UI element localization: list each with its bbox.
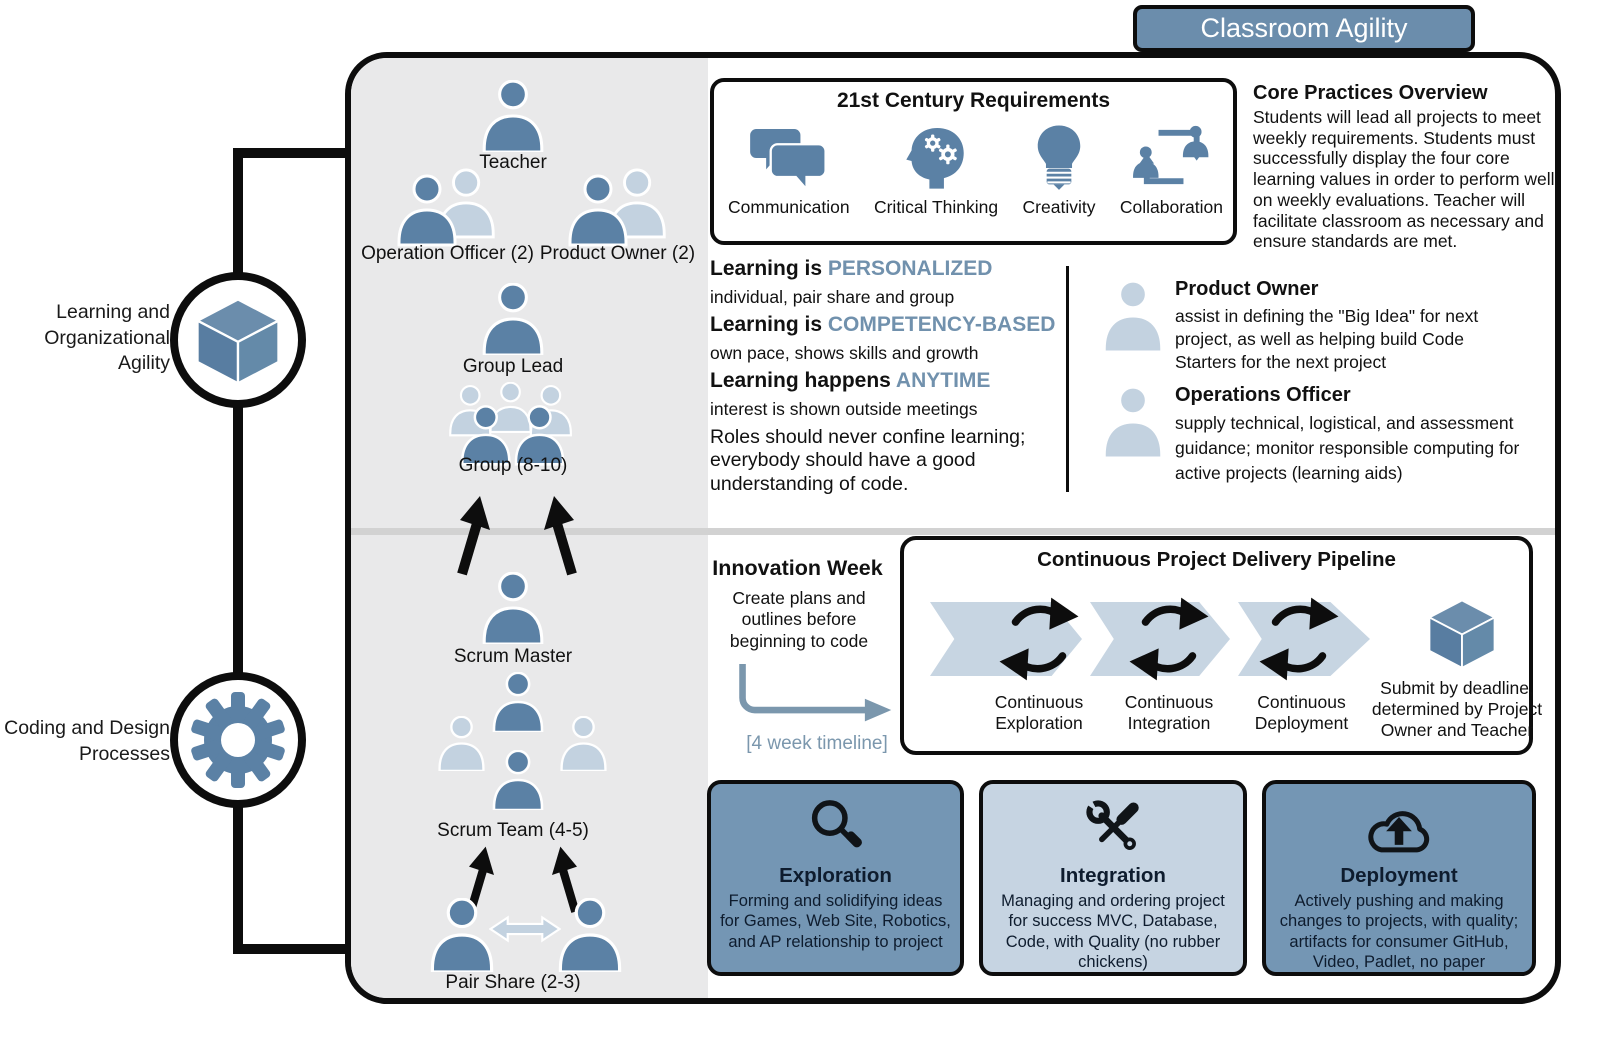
integration-card — [979, 780, 1247, 976]
pipeline-box — [900, 536, 1543, 755]
agility-side-label: Learning and Organizational Agility — [44, 301, 170, 375]
innovation-week-title: Innovation Week — [712, 556, 883, 580]
role-desc: assist in defining the "Big Idea" for next project, as well as helping build Code Starters for the next project — [1175, 306, 1479, 372]
learning-point-heading: Learning happens ANYTIME — [710, 369, 991, 392]
exchange-arrow-icon — [489, 914, 561, 944]
up-arrow-icon — [542, 494, 582, 578]
coding-gear-badge — [170, 672, 306, 808]
learning-point-detail: individual, pair share and group — [710, 287, 955, 307]
group-lead-label: Group Lead — [462, 356, 564, 377]
innovation-week-desc: Create plans and outlines before beginning to code — [729, 588, 869, 651]
product-owner-role-icon — [1102, 280, 1164, 352]
agility-cube-badge — [170, 272, 306, 408]
teacher-person-icon — [482, 80, 544, 152]
role-title: Product Owner — [1175, 278, 1319, 300]
role-title: Operations Officer — [1175, 384, 1351, 406]
operation-officer-label: Operation Officer (2) — [361, 243, 534, 264]
requirements-box — [710, 78, 1237, 245]
requirement-label: Communication — [728, 197, 850, 217]
requirement-critical-thinking — [874, 124, 998, 218]
teacher-label: Teacher — [479, 152, 547, 173]
learning-point-heading: Learning is PERSONALIZED — [710, 257, 993, 280]
scrum-master-label: Scrum Master — [453, 646, 573, 667]
page-title: Classroom Agility — [1200, 13, 1408, 43]
scrum-team-label: Scrum Team (4-5) — [437, 820, 589, 841]
scrum-team-person-icon — [492, 750, 544, 810]
scrum-team-person-icon — [560, 716, 607, 771]
pipeline-stage-label: Continuous Exploration — [994, 692, 1084, 733]
horizontal-divider — [351, 528, 1555, 535]
card-desc: Actively pushing and making changes to projects, with quality; artifacts for consumer GitHub, Video, Padlet, no paper — [1279, 892, 1519, 972]
card-title: Deployment — [1340, 864, 1458, 887]
pipeline-submit-note: Submit by deadline, determined by Project Owner and Teacher — [1371, 678, 1543, 740]
bracket-top-connector — [233, 148, 345, 158]
requirements-title: 21st Century Requirements — [836, 89, 1111, 112]
up-arrow-icon — [452, 494, 492, 578]
gear-icon — [188, 690, 288, 790]
title-banner — [1133, 5, 1475, 52]
pair-share-person-icon — [558, 898, 622, 972]
timeline-label: [4 week timeline] — [746, 733, 888, 754]
group-label: Group (8-10) — [458, 455, 568, 476]
learning-point-heading: Learning is COMPETENCY-BASED — [710, 313, 1056, 336]
tools-icon — [1082, 796, 1144, 858]
scrum-master-person-icon — [482, 572, 544, 644]
bracket-vertical-line — [233, 148, 243, 954]
bracket-bottom-connector — [233, 944, 345, 954]
product-owner-label: Product Owner (2) — [539, 243, 696, 264]
cloud-upload-icon — [1359, 797, 1439, 857]
requirement-label: Critical Thinking — [873, 197, 999, 217]
deployment-card — [1262, 780, 1536, 976]
learning-point-detail: own pace, shows skills and growth — [710, 343, 979, 363]
pipeline-stage-label: Continuous Deployment — [1254, 692, 1349, 733]
speech-bubbles-icon — [746, 126, 832, 190]
group-lead-person-icon — [482, 283, 544, 355]
requirement-label: Collaboration — [1119, 197, 1223, 217]
cube-icon — [192, 294, 284, 386]
pipeline-stage-label: Continuous Integration — [1124, 692, 1214, 733]
card-desc: Forming and solidifying ideas for Games, Web Site, Robotics, and AP relationship to project — [720, 892, 951, 951]
submit-cube-icon — [1425, 596, 1499, 670]
pipeline-title: Continuous Project Delivery Pipeline — [1037, 548, 1396, 571]
coding-side-label: Coding and Design Processes — [4, 717, 170, 765]
sync-arrows-icon — [1252, 592, 1346, 686]
requirement-communication — [728, 124, 850, 218]
scrum-team-person-icon — [438, 716, 485, 771]
card-desc: Managing and ordering project for success MVC, Database, Code, with Quality (no rubber chickens) — [1001, 892, 1225, 972]
operation-officer-pair-icon — [395, 167, 499, 247]
pair-share-person-icon — [430, 898, 494, 972]
pair-share-label: Pair Share (2-3) — [445, 972, 581, 993]
head-gears-icon — [903, 124, 969, 190]
timeline-arrow-icon — [735, 662, 895, 728]
group-crowd-icon — [442, 382, 585, 466]
operations-officer-role-icon — [1102, 386, 1164, 458]
sync-arrows-icon — [992, 592, 1086, 686]
roles-divider-line — [1066, 266, 1069, 492]
learning-point-detail: interest is shown outside meetings — [710, 399, 978, 419]
share-screen-icon — [1130, 124, 1212, 190]
exploration-card — [707, 780, 964, 976]
core-practices-title: Core Practices Overview — [1253, 82, 1488, 104]
requirement-creativity — [1023, 124, 1096, 218]
core-practices-body: Students will lead all projects to meet weekly requirements. Students must successfully display the four core learning values in order to perform well on weekly evaluations. Teacher will facilitate classroom as necessary and ensure standards are met. — [1253, 107, 1555, 252]
requirement-label: Creativity — [1022, 197, 1096, 217]
role-desc: supply technical, logistical, and assessment guidance; monitor responsible computing for active projects (learning aids) — [1175, 413, 1520, 483]
product-owner-pair-icon — [566, 167, 670, 247]
requirement-collaboration — [1120, 124, 1223, 218]
scrum-team-person-icon — [492, 672, 544, 732]
magnifier-icon — [805, 796, 867, 858]
card-title: Exploration — [779, 864, 892, 887]
sync-arrows-icon — [1122, 592, 1216, 686]
card-title: Integration — [1060, 864, 1166, 887]
learning-note: Roles should never confine learning; everybody should have a good understanding of code. — [710, 426, 1026, 495]
lightbulb-icon — [1035, 124, 1083, 190]
